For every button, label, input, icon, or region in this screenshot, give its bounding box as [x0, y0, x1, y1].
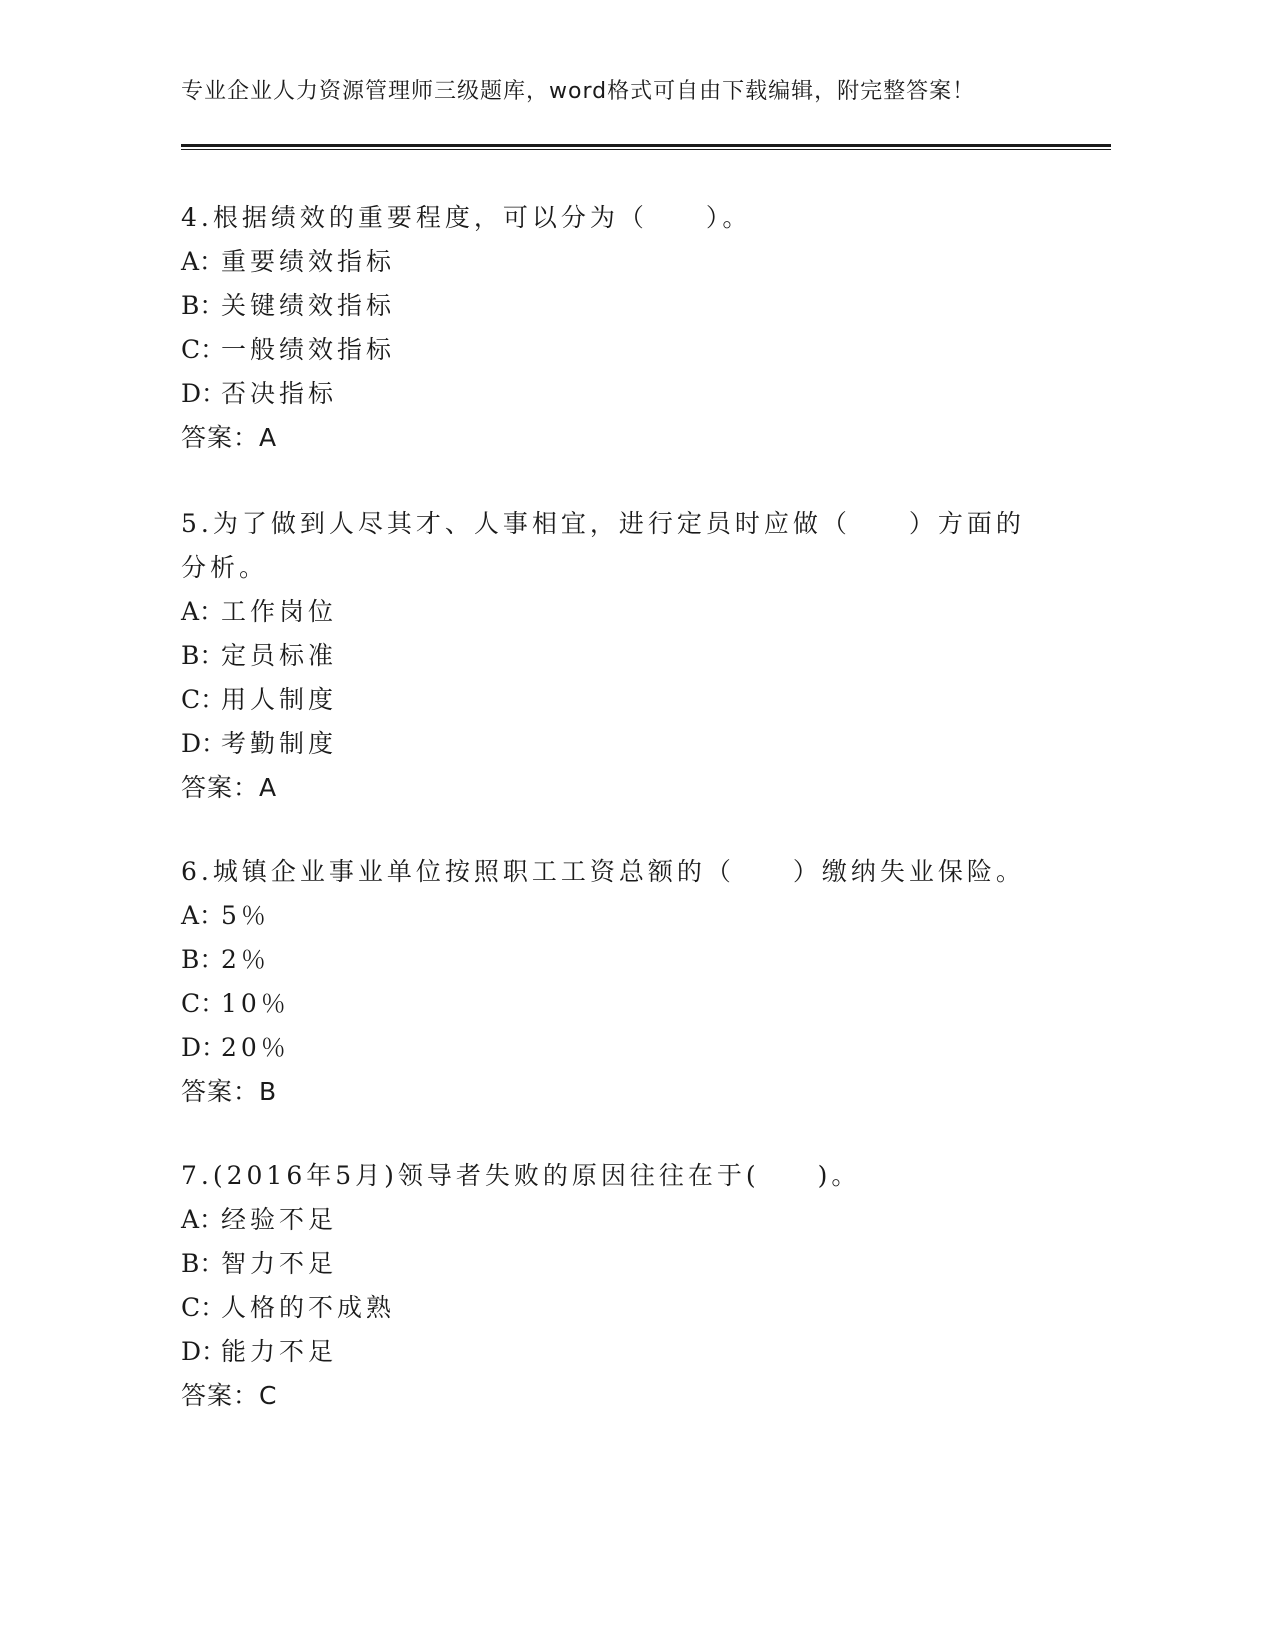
header-rule-thin: [181, 149, 1111, 150]
option-text: 能力不足: [221, 1337, 338, 1366]
question-stem: 4.根据绩效的重要程度，可以分为（ ）。: [181, 203, 752, 232]
option-key: A：: [181, 1205, 225, 1234]
answer-line: 答案：B: [181, 1077, 278, 1106]
option-key: B：: [181, 945, 225, 974]
option-key: B：: [181, 1249, 225, 1278]
answer-line: 答案：A: [181, 773, 278, 802]
question-5: [181, 502, 1041, 810]
option-key: D：: [181, 1337, 227, 1366]
option-b: [181, 938, 1041, 982]
option-d: [181, 372, 1041, 416]
option-text: 考勤制度: [221, 729, 338, 758]
option-key: C：: [181, 335, 226, 364]
option-d: [181, 722, 1041, 766]
question-7: [181, 1154, 1041, 1418]
option-c: [181, 982, 1041, 1026]
option-text: 20％: [221, 1033, 290, 1062]
option-key: A：: [181, 247, 225, 276]
option-c: [181, 328, 1041, 372]
option-d: [181, 1026, 1041, 1070]
option-b: [181, 1242, 1041, 1286]
question-stem: 7.(2016年5月)领导者失败的原因往往在于( )。: [181, 1161, 861, 1190]
option-text: 一般绩效指标: [221, 335, 396, 364]
option-text: 否决指标: [221, 379, 338, 408]
page-header: 专业企业人力资源管理师三级题库，word格式可自由下载编辑，附完整答案！: [181, 79, 976, 104]
option-key: C：: [181, 1293, 226, 1322]
option-key: C：: [181, 685, 226, 714]
option-text: 关键绩效指标: [221, 291, 396, 320]
question-6: [181, 850, 1041, 1114]
option-key: A：: [181, 597, 225, 626]
option-text: 2％: [221, 945, 270, 974]
option-c: [181, 678, 1041, 722]
question-stem: 5.为了做到人尽其才、人事相宜，进行定员时应做（ ）方面的分析。: [181, 509, 1025, 582]
option-text: 工作岗位: [221, 597, 338, 626]
option-a: [181, 894, 1041, 938]
option-text: 用人制度: [221, 685, 338, 714]
option-text: 人格的不成熟: [221, 1293, 396, 1322]
question-stem: 6.城镇企业事业单位按照职工工资总额的（ ）缴纳失业保险。: [181, 857, 1025, 886]
option-text: 5％: [221, 901, 270, 930]
option-text: 经验不足: [221, 1205, 338, 1234]
answer-line: 答案：C: [181, 1381, 278, 1410]
question-4: [181, 196, 1041, 460]
option-c: [181, 1286, 1041, 1330]
option-text: 定员标准: [221, 641, 338, 670]
option-b: [181, 634, 1041, 678]
option-key: D：: [181, 379, 227, 408]
option-text: 10％: [221, 989, 290, 1018]
option-a: [181, 1198, 1041, 1242]
option-key: D：: [181, 729, 227, 758]
option-key: C：: [181, 989, 226, 1018]
option-key: B：: [181, 641, 225, 670]
option-text: 重要绩效指标: [221, 247, 396, 276]
option-key: D：: [181, 1033, 227, 1062]
option-key: B：: [181, 291, 225, 320]
option-d: [181, 1330, 1041, 1374]
option-key: A：: [181, 901, 225, 930]
option-a: [181, 240, 1041, 284]
option-a: [181, 590, 1041, 634]
option-text: 智力不足: [221, 1249, 338, 1278]
header-rule-thick: [181, 144, 1111, 147]
answer-line: 答案：A: [181, 423, 278, 452]
option-b: [181, 284, 1041, 328]
